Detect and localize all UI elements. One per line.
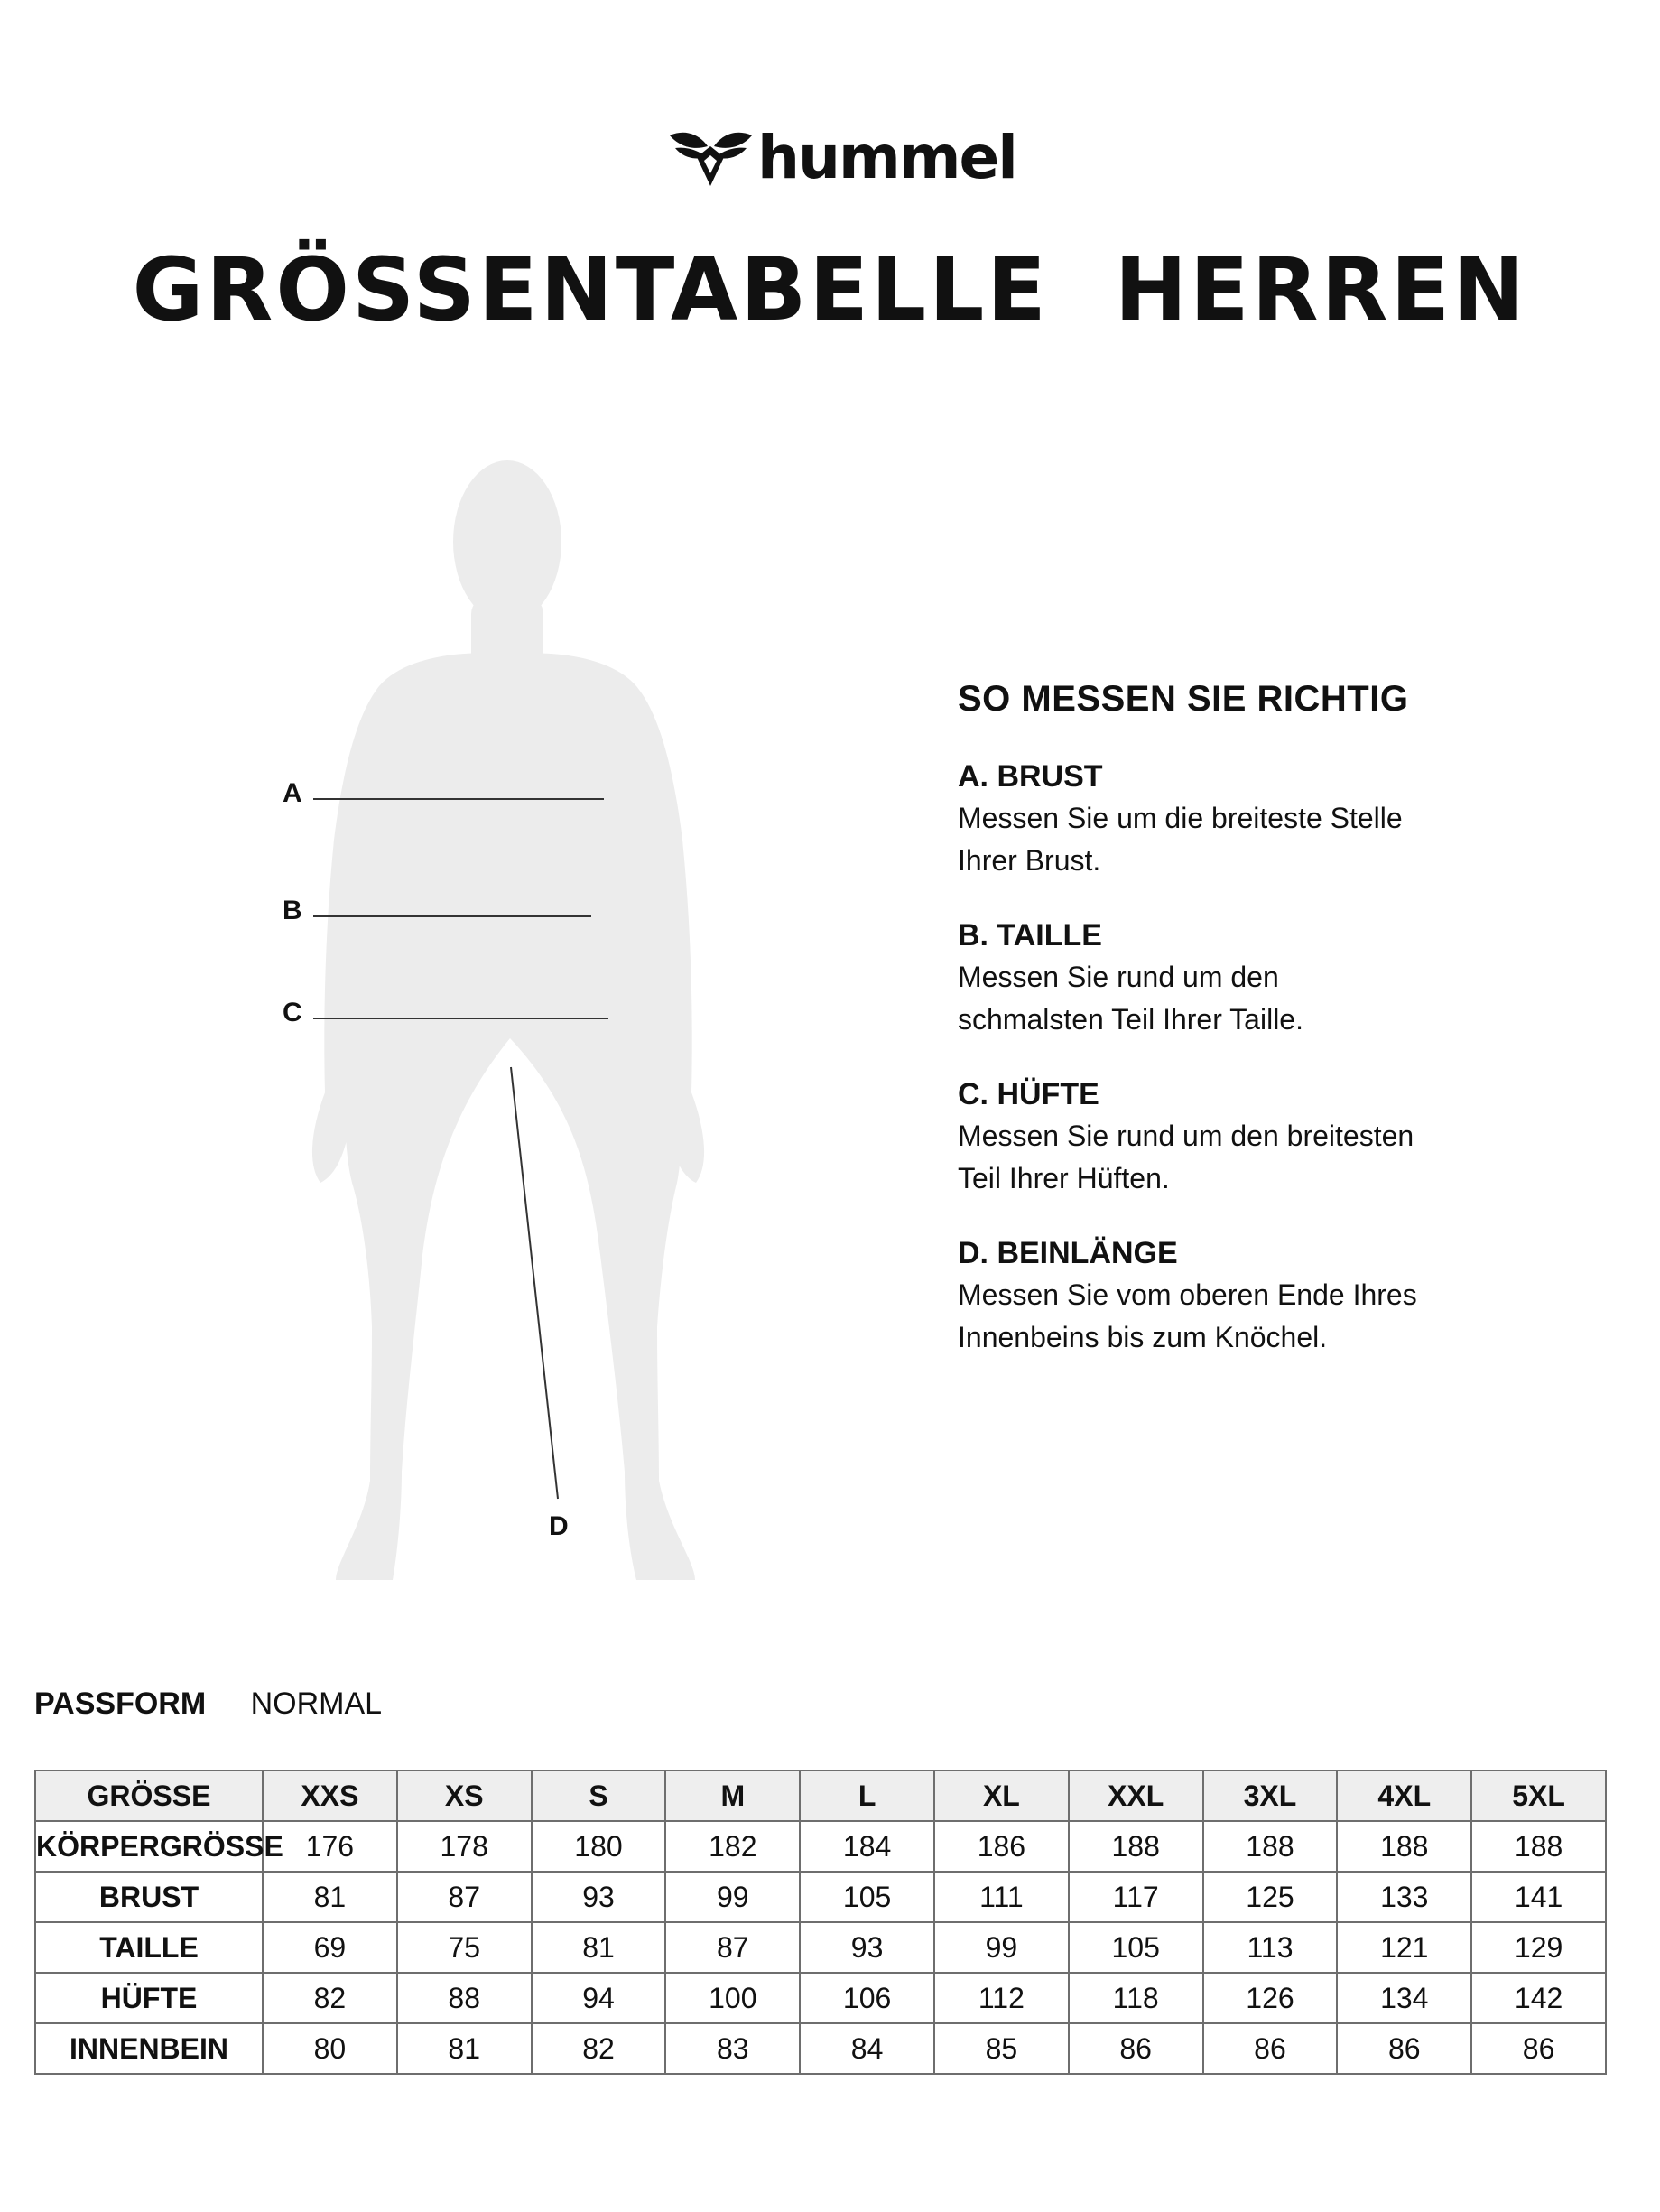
table-cell: 93 [800, 1922, 934, 1973]
table-cell: 188 [1203, 1821, 1338, 1872]
body-silhouette [271, 460, 740, 1589]
table-cell: 133 [1337, 1872, 1471, 1922]
instruction-text: Messen Sie um die breiteste Stelle Ihrer Brust. [958, 802, 1403, 877]
table-cell: 86 [1203, 2023, 1338, 2074]
table-cell: 111 [934, 1872, 1069, 1922]
table-cell: 105 [1069, 1922, 1203, 1973]
instruction-waist [958, 915, 1590, 1041]
instruction-text: Messen Sie rund um den breitesten Teil Ihrer Hüften. [958, 1120, 1414, 1194]
table-cell: 81 [397, 2023, 532, 2074]
column-header: M [665, 1771, 800, 1821]
instruction-hip [958, 1073, 1590, 1200]
measure-label-c: C [283, 998, 302, 1027]
row-header: HÜFTE [35, 1973, 263, 2023]
table-cell: 88 [397, 1973, 532, 2023]
measuring-instructions [958, 679, 1590, 1391]
fit-label: PASSFORM [34, 1687, 207, 1721]
instructions-heading: SO MESSEN SIE RICHTIG [958, 679, 1409, 719]
instruction-label: B. TAILLE [958, 918, 1102, 953]
table-cell: 86 [1069, 2023, 1203, 2074]
instruction-label: C. HÜFTE [958, 1077, 1099, 1111]
page-title: GRÖSSENTABELLE HERREN [132, 239, 1528, 340]
table-cell: 69 [263, 1922, 397, 1973]
table-cell: 85 [934, 2023, 1069, 2074]
table-cell: 188 [1471, 1821, 1606, 1872]
table-cell: 87 [665, 1922, 800, 1973]
table-cell: 188 [1069, 1821, 1203, 1872]
table-cell: 80 [263, 2023, 397, 2074]
table-cell: 93 [532, 1872, 666, 1922]
table-cell: 178 [397, 1821, 532, 1872]
column-header: XXL [1069, 1771, 1203, 1821]
size-table [34, 1770, 1607, 2075]
table-cell: 84 [800, 2023, 934, 2074]
measure-label-b: B [283, 896, 302, 925]
table-cell: 99 [665, 1872, 800, 1922]
table-cell: 81 [532, 1922, 666, 1973]
table-cell: 121 [1337, 1922, 1471, 1973]
column-header: XXS [263, 1771, 397, 1821]
table-cell: 142 [1471, 1973, 1606, 2023]
table-cell: 118 [1069, 1973, 1203, 2023]
column-header: GRÖSSE [35, 1771, 263, 1821]
column-header: 5XL [1471, 1771, 1606, 1821]
column-header: S [532, 1771, 666, 1821]
table-cell: 82 [263, 1973, 397, 2023]
column-header: XS [397, 1771, 532, 1821]
column-header: 3XL [1203, 1771, 1338, 1821]
table-cell: 186 [934, 1821, 1069, 1872]
table-cell: 141 [1471, 1872, 1606, 1922]
row-header: BRUST [35, 1872, 263, 1922]
table-cell: 129 [1471, 1922, 1606, 1973]
table-cell: 117 [1069, 1872, 1203, 1922]
instruction-text: Messen Sie rund um den schmalsten Teil Ihrer Taille. [958, 961, 1303, 1036]
fit-info [34, 1687, 382, 1722]
row-header: TAILLE [35, 1922, 263, 1973]
table-cell: 100 [665, 1973, 800, 2023]
table-cell: 182 [665, 1821, 800, 1872]
table-cell: 86 [1471, 2023, 1606, 2074]
table-cell: 112 [934, 1973, 1069, 2023]
instruction-chest [958, 756, 1590, 882]
instruction-text: Messen Sie vom oberen Ende Ihres Innenbeins bis zum Knöchel. [958, 1278, 1417, 1353]
table-row [35, 1821, 1606, 1872]
table-cell: 106 [800, 1973, 934, 2023]
row-header: INNENBEIN [35, 2023, 263, 2074]
column-header: 4XL [1337, 1771, 1471, 1821]
measure-label-d: D [549, 1511, 569, 1541]
table-cell: 94 [532, 1973, 666, 2023]
table-cell: 180 [532, 1821, 666, 1872]
table-cell: 113 [1203, 1922, 1338, 1973]
table-header-row [35, 1771, 1606, 1821]
instruction-label: A. BRUST [958, 759, 1103, 794]
table-cell: 188 [1337, 1821, 1471, 1872]
table-cell: 134 [1337, 1973, 1471, 2023]
table-row [35, 1872, 1606, 1922]
table-row [35, 1922, 1606, 1973]
table-cell: 99 [934, 1922, 1069, 1973]
table-cell: 176 [263, 1821, 397, 1872]
table-cell: 105 [800, 1872, 934, 1922]
table-row [35, 1973, 1606, 2023]
column-header: XL [934, 1771, 1069, 1821]
brand-wordmark: hummel [757, 123, 1016, 192]
row-header: KÖRPERGRÖSSE [35, 1821, 263, 1872]
table-row [35, 2023, 1606, 2074]
table-cell: 125 [1203, 1872, 1338, 1922]
table-cell: 81 [263, 1872, 397, 1922]
table-cell: 126 [1203, 1973, 1338, 2023]
table-cell: 75 [397, 1922, 532, 1973]
instruction-label: D. BEINLÄNGE [958, 1236, 1178, 1270]
table-cell: 83 [665, 2023, 800, 2074]
table-cell: 87 [397, 1872, 532, 1922]
fit-value: NORMAL [250, 1687, 383, 1721]
table-cell: 86 [1337, 2023, 1471, 2074]
bee-icon [668, 126, 754, 190]
instruction-inseam [958, 1232, 1590, 1359]
table-cell: 82 [532, 2023, 666, 2074]
brand-logo [668, 123, 1016, 192]
table-cell: 184 [800, 1821, 934, 1872]
column-header: L [800, 1771, 934, 1821]
measure-label-a: A [283, 778, 302, 808]
body-figure [271, 460, 740, 1589]
